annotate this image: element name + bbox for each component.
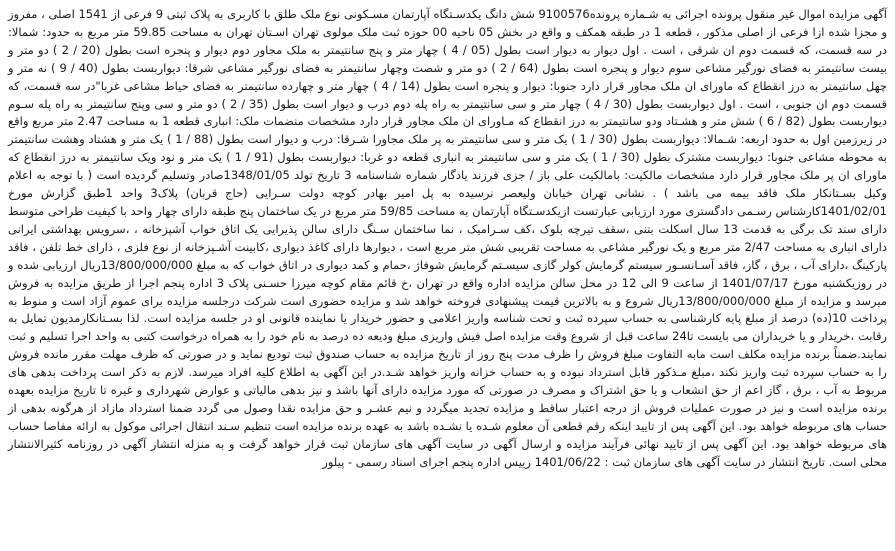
auction-notice-text: آگهی مزایده اموال غیر منقول پرونده اجرائی به شـماره پرونده9100576 شش دانگ یکدسـتگاه آپارتمان مسـکونی نوع ملک طلق با کاربری به پلاک ثبتی 9 فرعی از 1541 اصلی ، مفروز و مجزا شده ازا فرعی از اصلی مذکور ، قطعه 1 در طبقه همکف و واقع در بخش 05 ناحیه 00 حوزه ثبت ملک مولوی تهران اسـتان تهران به مساحت 59.85 متر مربع به حدود: شمالا: در سه قسمت، که قسمت دوم ان شرقی ، است . اول دیوار به دیوار است بطول (05 / 4 ) چهار متر و پنج سانتیمتر به ملک مجاور دوم دیوار و پنجره است بطول (20 / 2 ) دو متر و بیست سانتیمتر به فضای نورگیر مشاعی سوم دیوار و پنجره است بطول (64 / 2 ) دو متر و شصت وچهار سانتیمتر به فضای نورگیر مشاعی شرقا: دیواربست بطول (40 / 9 ) نه متر و چهل سانتیمتر به درز انقطاع که ماورای ان ملک مجاور قرار دارد جنوبا: دیوار و پنجره است بطول (14 / 4 ) چهار متر و چهارده سانتیمتر به فضای حیاط مشاعی غربا"در سه قسمت، که قسمت دوم ان جنوبی ، است . اول دیواربست بطول (30 / 4 ) چهار متر و سی سانتیمتر به راه پله دوم درب و دیوار است بطول (35 / 2 ) دو متر و سی وپنج سانتیمتر به راه پله سـوم دیواربست بطول (82 / 6 ) شش متر و هشـتاد ودو سانتیمتر به درز انقطاع که مـاورای ان ملک مجاور قرار دارد مشخصات منضمات ملک: انباری قطعه 1 به مساحت 2.47 متر مربع واقع در زیرزمین اول به حدود اربعه: شـمالا: دیواربست بطول (30 / 1 ) یک متر و سی سانتیمتر به پر ملک مجاورا شـرقا: درب و دیوار است بطول (88 / 1 ) یک متر و هشتاد وهشت سانتیمتر به محوطه مشاعی جنوبا: دیواربست مشترک بطول (30 / 1 ) یک متر و سی سانتیمتر به انباری قطعه دو غربا: دیواربست بطول (91 / 1 ) یک متر و نود ویک سانتیمتر به درز انقطاع که ماورای ان پر ملک مجاور قرار دارد مشخصات مالکیت: بامالکیت علی باز / جزی فرزند یادگار شماره شناسنامه 3 تاریخ تولد 1348/01/05صادر وتسلیم گردیده است ( با توجه به اعلام وکیل بسـتانکار ملک فاقد بیمه می باشد ) . نشانی تهران خیابان ولیعصر نرسیده به پل امیر بهادر کوچه دولت سـرایی (حاج قربان) پلاک3 واحد 1طبق گزارش مورخ 1401/02/01کارشناس رسـمی دادگستری مورد ارزیابی عبارتست ازیکدسـتگاه آپارتمان به مساحت 59/85 متر مربع در یک ساختمان پنج طبقه دارای چهار واحد با کیفیت طراحی متوسط دارای سند تک برگی به قدمت 13 سال اسکلت بتنی ،سقف تیرچه بلوک ،کف سـرامیک ، نما ساختمان سـنگ دارای سالن پذیرایی یک اتاق خواب آشپزخانه ، ،سرویس بهداشتی ایرانی دارای انباری به مساحت 2/47 متر مربع و یک نورگیر مشاعی به مساحت تقریبی شش متر مربع است ، دیوارها دارای کاغذ دیواری ،کابینت آشـپزخانه از نوع فلزی ، دارای خط تلفن ، فاقد پارکینگ ،دارای آب ، برق ، گاز، فاقد آسـانسـور سیستم گرمایش کولر گازی سیسـتم گرمایش شوفاژ ،حمام و کمد دیواری در اتاق خواب که به مبلغ 13/800/000/000ریال ارزیابی شده و در روزیکشنبه مورخ 1401/07/17 از ساعت 9 الی 12 در محل سالن مزایده اداره واقع در تهران ،خ قائم مقام کوچه میرزا حسـنی پلاک 3 اداره پنجم اجرا از طریق مزایده به فروش میرسد و مزایده از مبلغ 13/800/000/000ریال شروع و به بالاترین قیمت پیشنهادی فروخته خواهد شد و مزایده حضوری است شرکت درجلسه مزایده برای عموم آزاد است و منوط به پرداخت 10(ده) درصد از مبلغ پایه کارشناسی به حساب سپرده ثبت و تحت شناسه واریز اعلامی و حضور خریدار یا نماینده قانونی او در جلسه مزایده است. لذا بسـتانکارمدیون تمایل به رقابت ،خریدار و یا خریداران می بایست تا24 ساعت قبل از شروع وقت مزایده اصل فیش واریزی مبلغ ودیعه ده درصد به نام خود را به همراه درخواست کتبی به واحد اجرا تسلیم و ثبت نمایند.ضمناً برنده مزایده مکلف است مابه التفاوت مبلغ فروش را ظرف مدت پنج روز از تاریخ مزایده به حساب صندوق ثبت تودیع نماید و در صورتی که ظرف مهلت مقرر مانده فروش را به حساب سپرده ثبت واریز نکند ،مبلغ مـذکور قابل استرداد نبوده و به حساب خزانه واریز خواهد شـد.در این آگهی به اطلاع کلیه افراد میرسد. لازم به ذکر است پرداخت بدهی های مربوط به آب ، برق ، گاز اعم از حق انشعاب و یا حق اشتراک و مصرف در صورتی که مورد مزایده دارای آنها باشد و نیز بدهی مالیاتی و عوارض شهرداری و غیره تا تاریخ مزایده بعهده برنده مزایده است و نیز در صورت عملیات فروش از درجه اعتبار ساقط و مزایده تجدید میگردد و نیم عشـر و حق مزایده نقدا وصول می گردد ضمنا استرداد مازاد از هرگونه بدهی از حساب های مربوطه خواهد بود. این آگهی پس از تایید اینکه رقم قطعی آن معلوم شـده یا نشـده باشد به عهده برنده مزایده است تنظیم سـند انتقال اجرائی موکول به ارائه مفاصا حساب های مربوطه خواهد بود. این آگهی پس از تایید نهائی فرآیند مزایده و ارسال آگهی در سایت آگهی های سازمان ثبت قرار خواهد گرفت و به منزله انتشار آگهی در روزنامه کثیرالانتشار محلی است. تاریخ انتشار در سایت آگهی های سازمان ثبت : 1401/06/22 رییس اداره پنجم اجرای اسناد رسمی - پیلور: [8, 7, 888, 469]
